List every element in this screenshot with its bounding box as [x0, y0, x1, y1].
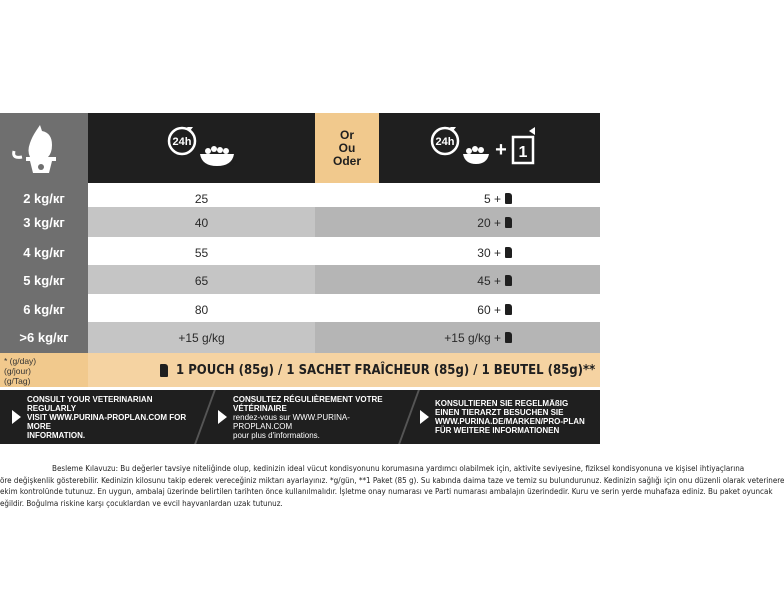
- pouch-icon: [160, 364, 168, 377]
- vet-advice-fr: [218, 390, 404, 444]
- mix-amount: 5 +: [483, 191, 501, 206]
- mix-amount: 45 +: [477, 273, 501, 288]
- or-spacer: [315, 322, 379, 353]
- vet-advice-de: [420, 390, 598, 444]
- legal-line: Besleme Kılavuzu: Bu değerler tavsiye niteliğinde olup, kedinizin ideal vücut kondisyonunu korumasına yardımcı olabilmek için, aktivite seviyesine, fiziksel kondisyonuna ve kişisel ihtiyaçlarına: [52, 464, 745, 473]
- dry-amount: +15 g/kg: [88, 322, 315, 353]
- table-row: [0, 237, 600, 268]
- arrow-right-icon: [12, 410, 21, 424]
- vet-line: WWW.PURINA.DE/MARKEN/PRO-PLAN: [435, 417, 585, 426]
- units-note-line: (g/jour): [4, 366, 31, 376]
- pouch-icon: [505, 332, 512, 343]
- or-word-de: Oder: [332, 153, 361, 168]
- legal-line: ekim kontrolünde tutunuz. En uygun, ambalaj üzerinde belirtilen tarihten önce kullanılmalıdır. İşletme onay numarası ve Parti numarası ambalajın üzerindedir. Kuru ve serin yerde muhafaza ediniz. Bu paket oyuncak: [0, 487, 773, 496]
- or-word-fr: Ou: [338, 140, 356, 155]
- legal-line: eğildir. Boğulma riskine karşı çocuklardan ve evcil hayvanlardan uzak tutunuz.: [0, 498, 283, 508]
- vet-line: CONSULT YOUR VETERINARIAN REGULARLY: [27, 394, 153, 413]
- vet-line: KONSULTIEREN SIE REGELMÄßIG: [435, 399, 569, 408]
- feeding-guide-text: [0, 463, 784, 509]
- mix-amount-cell: [379, 322, 600, 353]
- mix-amount: 60 +: [477, 302, 501, 317]
- or-spacer: [315, 237, 379, 268]
- weight-label: 3 kg/кг: [0, 207, 88, 238]
- vet-line: VISIT WWW.PURINA-PROPLAN.COM FOR MORE: [27, 412, 187, 431]
- table-row: [0, 322, 600, 353]
- pouch-icon: [505, 275, 512, 286]
- pouch-icon: [505, 247, 512, 258]
- mix-count-label: 1: [518, 144, 528, 161]
- pouch-icon: [505, 193, 512, 204]
- vet-advice-en: [12, 390, 202, 444]
- dry-amount: 40: [88, 207, 315, 238]
- pouch-statement: [160, 353, 595, 387]
- or-word-en: Or: [339, 127, 354, 142]
- header-dry-food-only: [88, 113, 315, 183]
- vet-line: pour plus d'informations.: [233, 430, 320, 440]
- units-note-line: (g/Tag): [4, 376, 31, 386]
- mix-amount-cell: [379, 294, 600, 325]
- mix-amount: 30 +: [477, 245, 501, 260]
- vet-line: rendez-vous sur WWW.PURINA-PROPLAN.COM: [233, 412, 350, 431]
- weight-label: 2 kg/кг: [0, 183, 88, 214]
- dry-timer-label: 24h: [172, 136, 192, 148]
- mix-amount: +15 g/kg +: [444, 330, 501, 345]
- vet-line: FÜR WEITERE INFORMATIONEN: [435, 426, 560, 435]
- dry-amount: 55: [88, 237, 315, 268]
- cat-on-scale-icon: [0, 113, 88, 183]
- pouch-text: 1 POUCH (85g) / 1 SACHET FRAÎCHEUR (85g) / 1 BEUTEL (85g)**: [176, 362, 596, 378]
- mix-plus-sign: +: [495, 139, 507, 161]
- mix-amount-cell: [379, 207, 600, 238]
- pouch-count-icon: [513, 127, 535, 163]
- vet-line: EINEN TIERARZT BESUCHEN SIE: [435, 408, 564, 417]
- vet-line: CONSULTEZ RÉGULIÈREMENT VOTRE VÉTÉRINAIRE: [233, 394, 383, 413]
- dry-amount: 25: [88, 183, 315, 214]
- mix-timer-label: 24h: [435, 136, 455, 148]
- mix-amount-cell: [379, 265, 600, 296]
- dry-amount: 65: [88, 265, 315, 296]
- weight-label: 5 kg/кг: [0, 265, 88, 296]
- pouch-icon: [505, 304, 512, 315]
- dry-food-bowl-icon: [200, 146, 237, 167]
- dry-food-bowl-icon: [463, 146, 489, 164]
- dry-amount: 80: [88, 294, 315, 325]
- arrow-right-icon: [218, 410, 227, 424]
- mix-amount: 20 +: [477, 215, 501, 230]
- table-row: [0, 294, 600, 325]
- or-spacer: [315, 207, 379, 238]
- or-spacer: [315, 294, 379, 325]
- table-row: [0, 265, 600, 296]
- header-mixed-feeding: [379, 113, 600, 183]
- legal-line: öre değişkenlik gösterebilir. Kedinizin kilosunu takip ederek vereceğiniz miktarı ayarlayınız. *g/gün, **1 Paket (85 g). Su kabında daima taze ve temiz su bulundurunuz. Kedinizin sağlığı için onu düzenli olarak veterinere: [0, 475, 784, 485]
- dry-unit-label: g*: [230, 160, 237, 167]
- 24h-clock-icon: [432, 127, 458, 154]
- arrow-right-icon: [420, 410, 429, 424]
- weight-label: 4 kg/кг: [0, 237, 88, 268]
- header-cat-cell: [0, 113, 88, 183]
- mix-amount-cell: [379, 237, 600, 268]
- header-or-cell: [315, 113, 379, 183]
- units-note: [0, 353, 88, 387]
- weight-label: 6 kg/кг: [0, 294, 88, 325]
- 24h-clock-icon: [169, 127, 195, 154]
- table-row: [0, 207, 600, 238]
- units-note-line: * (g/day): [4, 356, 37, 366]
- vet-line: INFORMATION.: [27, 430, 86, 440]
- or-spacer: [315, 265, 379, 296]
- pouch-icon: [505, 217, 512, 228]
- weight-label: >6 kg/кг: [0, 322, 88, 353]
